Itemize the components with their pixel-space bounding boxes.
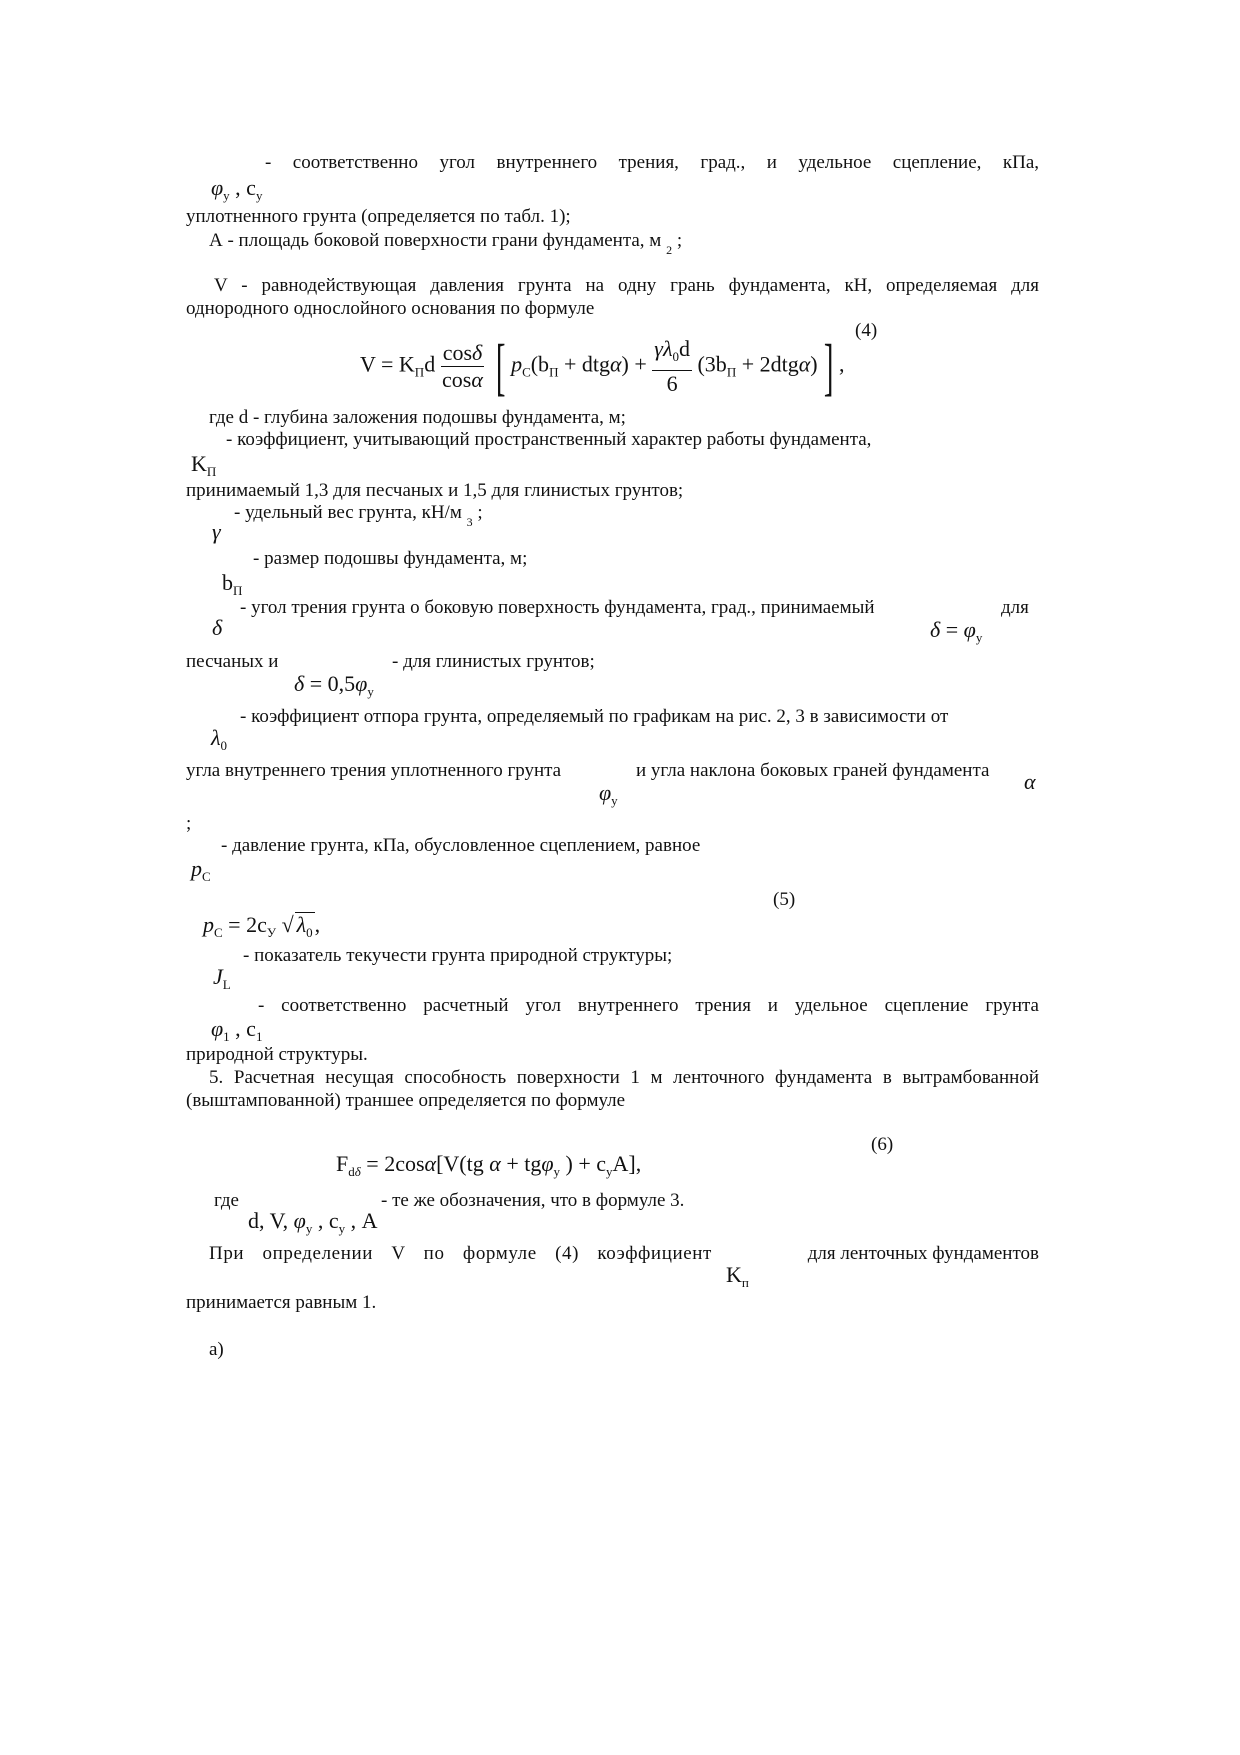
text-line-23 [209, 1243, 1039, 1265]
symbol-p-c: $p_С$ [191, 856, 211, 884]
text-line-11-end: для [1001, 597, 1029, 618]
formula-phi-c-y: $\varphi_у$ , $c_у$ [211, 175, 263, 203]
text-line-21: (выштампованной) траншее определяется по формуле [186, 1090, 626, 1111]
fraction-gamma: $\frac{\gamma\lambda_0d}{6}$ [654, 336, 690, 396]
text-line-9 [234, 502, 483, 533]
text-line-19: природной структуры. [186, 1044, 368, 1065]
symbol-gamma: γ [212, 519, 221, 544]
symbol-k-p: $K_П$ [191, 451, 217, 479]
formula-6: $F_{d\delta} = 2\cos\alpha[V(tg$ α + tgφ$_у$ ) + $c_уA$], [336, 1151, 642, 1179]
symbol-delta: δ [212, 615, 223, 640]
text-line-6: где d - глубина заложения подошвы фундамента, м; [209, 407, 626, 428]
formula-5: $p_С = 2c_У$ √ $\lambda_0$, [203, 912, 320, 945]
symbol-b-p: $b_П$ [222, 570, 243, 598]
text-coefficient: При определении V по формуле (4) коэффициент [209, 1243, 712, 1264]
text-line-14-mid: и угла наклона боковых граней фундамента [636, 760, 990, 781]
text-line-14: угла внутреннего трения уплотненного грунта [186, 760, 562, 781]
symbol-lambda0: $\lambda_0$ [211, 725, 228, 753]
text-line-2: уплотненного грунта (определяется по табл. 1); [186, 206, 571, 227]
text-line-22: где [214, 1190, 239, 1211]
formula-delta-eq-phi: $\delta = \varphi_у$ [930, 617, 983, 645]
superscript-2: 2 [666, 243, 673, 257]
formula-4: $V = K_Пd$ $\frac{\cos\delta}{\cos\alpha}$ [ $p_С(b_П + dtg\alpha)$ + $\frac{\gamma\lambda_0d}{6}$ $(3b_П + 2dtg\alpha)$] , [360, 330, 845, 402]
symbol-k-p-small: $K_п$ [726, 1262, 749, 1290]
text-line-25: а) [209, 1339, 224, 1360]
superscript-3: 3 [466, 515, 473, 529]
semicolon: ; [676, 230, 683, 251]
fraction-cos: $\frac{\cos\delta}{\cos\alpha}$ [442, 340, 483, 392]
text-line-4: V - равнодействующая давления грунта на одну грань фундамента, кН, определяемая для [214, 275, 1039, 296]
text-line-11: - угол трения грунта о боковую поверхность фундамента, град., принимаемый [240, 597, 875, 618]
text-line-10: - размер подошвы фундамента, м; [253, 548, 528, 569]
text-line-13: - коэффициент отпора грунта, определяемый по графикам на рис. 2, 3 в зависимости от [240, 706, 949, 727]
text-line-16: - давление грунта, кПа, обусловленное сцеплением, равное [221, 835, 701, 856]
text-line-3 [209, 230, 682, 261]
symbol-list: d, V, $\varphi_у$ , $c_у$ , A [248, 1208, 378, 1236]
text-line-5: однородного однослойного основания по формуле [186, 298, 595, 319]
text-gamma-desc: - удельный вес грунта, кН/м [234, 502, 462, 523]
equation-number-6: (6) [871, 1134, 894, 1155]
text-line-1: - соответственно угол внутреннего трения, град., и удельное сцепление, кПа, [265, 152, 1039, 173]
symbol-j-l: $J_L$ [213, 964, 231, 992]
text-coefficient-end: для ленточных фундаментов [807, 1243, 1039, 1264]
text-line-12: песчаных и [186, 651, 279, 672]
text-line-18: - соответственно расчетный угол внутреннего трения и удельное сцепление грунта [258, 995, 1039, 1016]
symbol-alpha: α [1024, 769, 1036, 794]
text-line-8: принимаемый 1,3 для песчаных и 1,5 для глинистых грунтов; [186, 480, 684, 501]
text-line-17: - показатель текучести грунта природной структуры; [243, 945, 673, 966]
formula-delta-half-phi: $\delta = 0,5\varphi_у$ [294, 671, 374, 699]
semicolon: ; [477, 502, 483, 523]
text-line-12-end: - для глинистых грунтов; [392, 651, 595, 672]
equation-number-5: (5) [773, 889, 796, 910]
text-line-20: 5. Расчетная несущая способность поверхности 1 м ленточного фундамента в вытрамбованной [209, 1067, 1039, 1088]
text-line-24: принимается равным 1. [186, 1292, 377, 1313]
symbol-phi-y: $\varphi_у$ [599, 780, 618, 808]
text-line-22-end: - те же обозначения, что в формуле 3. [381, 1190, 685, 1211]
text-area-label: А - площадь боковой поверхности грани фундамента, м [209, 230, 662, 251]
text-line-7: - коэффициент, учитывающий пространственный характер работы фундамента, [226, 429, 872, 450]
text-line-15: ; [186, 813, 192, 834]
symbol-phi1-c1: $\varphi_1$ , $c_1$ [211, 1016, 263, 1044]
equation-number-4: (4) [855, 320, 878, 341]
